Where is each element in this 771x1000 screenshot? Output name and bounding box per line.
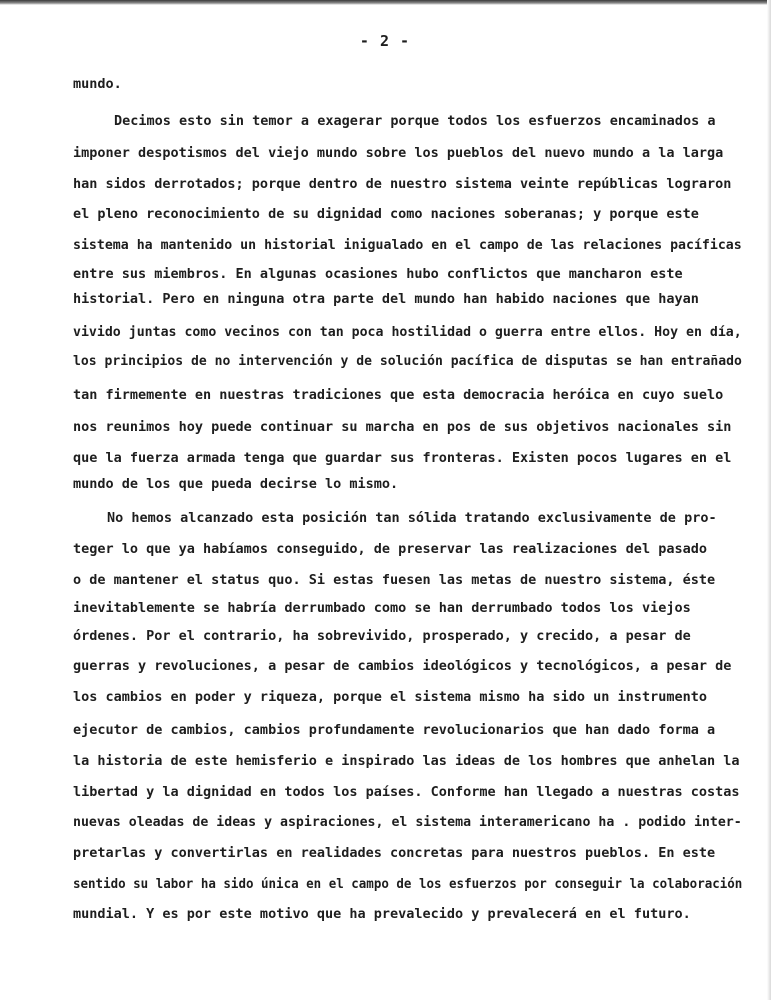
- text-line: nos reunimos hoy puede continuar su marcha en pos de sus objetivos nacionales sin: [73, 419, 732, 435]
- text-line: teger lo que ya habíamos conseguido, de preservar las realizaciones del pasado: [73, 541, 707, 557]
- text-line: vivido juntas como vecinos con tan poca hostilidad o guerra entre ellos. Hoy en día,: [73, 324, 742, 340]
- text-line: han sidos derrotados; porque dentro de nuestro sistema veinte repúblicas lograron: [73, 176, 732, 192]
- text-line: sentido su labor ha sido única en el campo de los esfuerzos por conseguir la colaboración: [73, 876, 743, 892]
- text-line: los cambios en poder y riqueza, porque el sistema mismo ha sido un instrumento: [73, 689, 707, 705]
- text-line: los principios de no intervención y de solución pacífica de disputas se han entrañado: [73, 353, 742, 369]
- text-line: pretarlas y convertirlas en realidades concretas para nuestros pueblos. En este: [73, 845, 716, 861]
- text-line: el pleno reconocimiento de su dignidad como naciones soberanas; y porque este: [73, 206, 699, 222]
- text-line: tan firmemente en nuestras tradiciones que esta democracia heróica en cuyo suelo: [73, 387, 724, 403]
- text-line: la historia de este hemisferio e inspirado las ideas de los hombres que anhelan la: [73, 753, 740, 769]
- text-line: o de mantener el status quo. Si estas fuesen las metas de nuestro sistema, éste: [73, 572, 716, 588]
- text-line: imponer despotismos del viejo mundo sobre los pueblos del nuevo mundo a la larga: [73, 145, 724, 161]
- text-line: mundial. Y es por este motivo que ha prevalecido y prevalecerá en el futuro.: [73, 906, 691, 922]
- text-line: que la fuerza armada tenga que guardar sus fronteras. Existen pocos lugares en el: [73, 450, 732, 466]
- page-number: - 2 -: [359, 32, 411, 50]
- text-line: libertad y la dignidad en todos los países. Conforme han llegado a nuestras costas: [73, 784, 740, 800]
- text-line: inevitablemente se habría derrumbado como se han derrumbado todos los viejos: [73, 600, 691, 616]
- text-line: sistema ha mantenido un historial inigualado en el campo de las relaciones pacíficas: [73, 237, 742, 253]
- text-line: No hemos alcanzado esta posición tan sólida tratando exclusivamente de pro-: [107, 510, 717, 526]
- text-line: mundo.: [73, 76, 122, 92]
- text-line: guerras y revoluciones, a pesar de cambios ideológicos y tecnológicos, a pesar de: [73, 658, 732, 674]
- text-line: Decimos esto sin temor a exagerar porque todos los esfuerzos encaminados a: [114, 113, 716, 129]
- text-line: ejecutor de cambios, cambios profundamente revolucionarios que han dado forma a: [73, 722, 716, 738]
- text-line: nuevas oleadas de ideas y aspiraciones, el sistema interamericano ha . podido inter-: [73, 814, 742, 830]
- text-line: mundo de los que pueda decirse lo mismo.: [73, 476, 399, 492]
- text-line: entre sus miembros. En algunas ocasiones hubo conflictos que mancharon este: [73, 266, 683, 282]
- text-line: órdenes. Por el contrario, ha sobrevivido, prosperado, y crecido, a pesar de: [73, 628, 691, 644]
- text-line: historial. Pero en ninguna otra parte del mundo han habido naciones que hayan: [73, 291, 699, 307]
